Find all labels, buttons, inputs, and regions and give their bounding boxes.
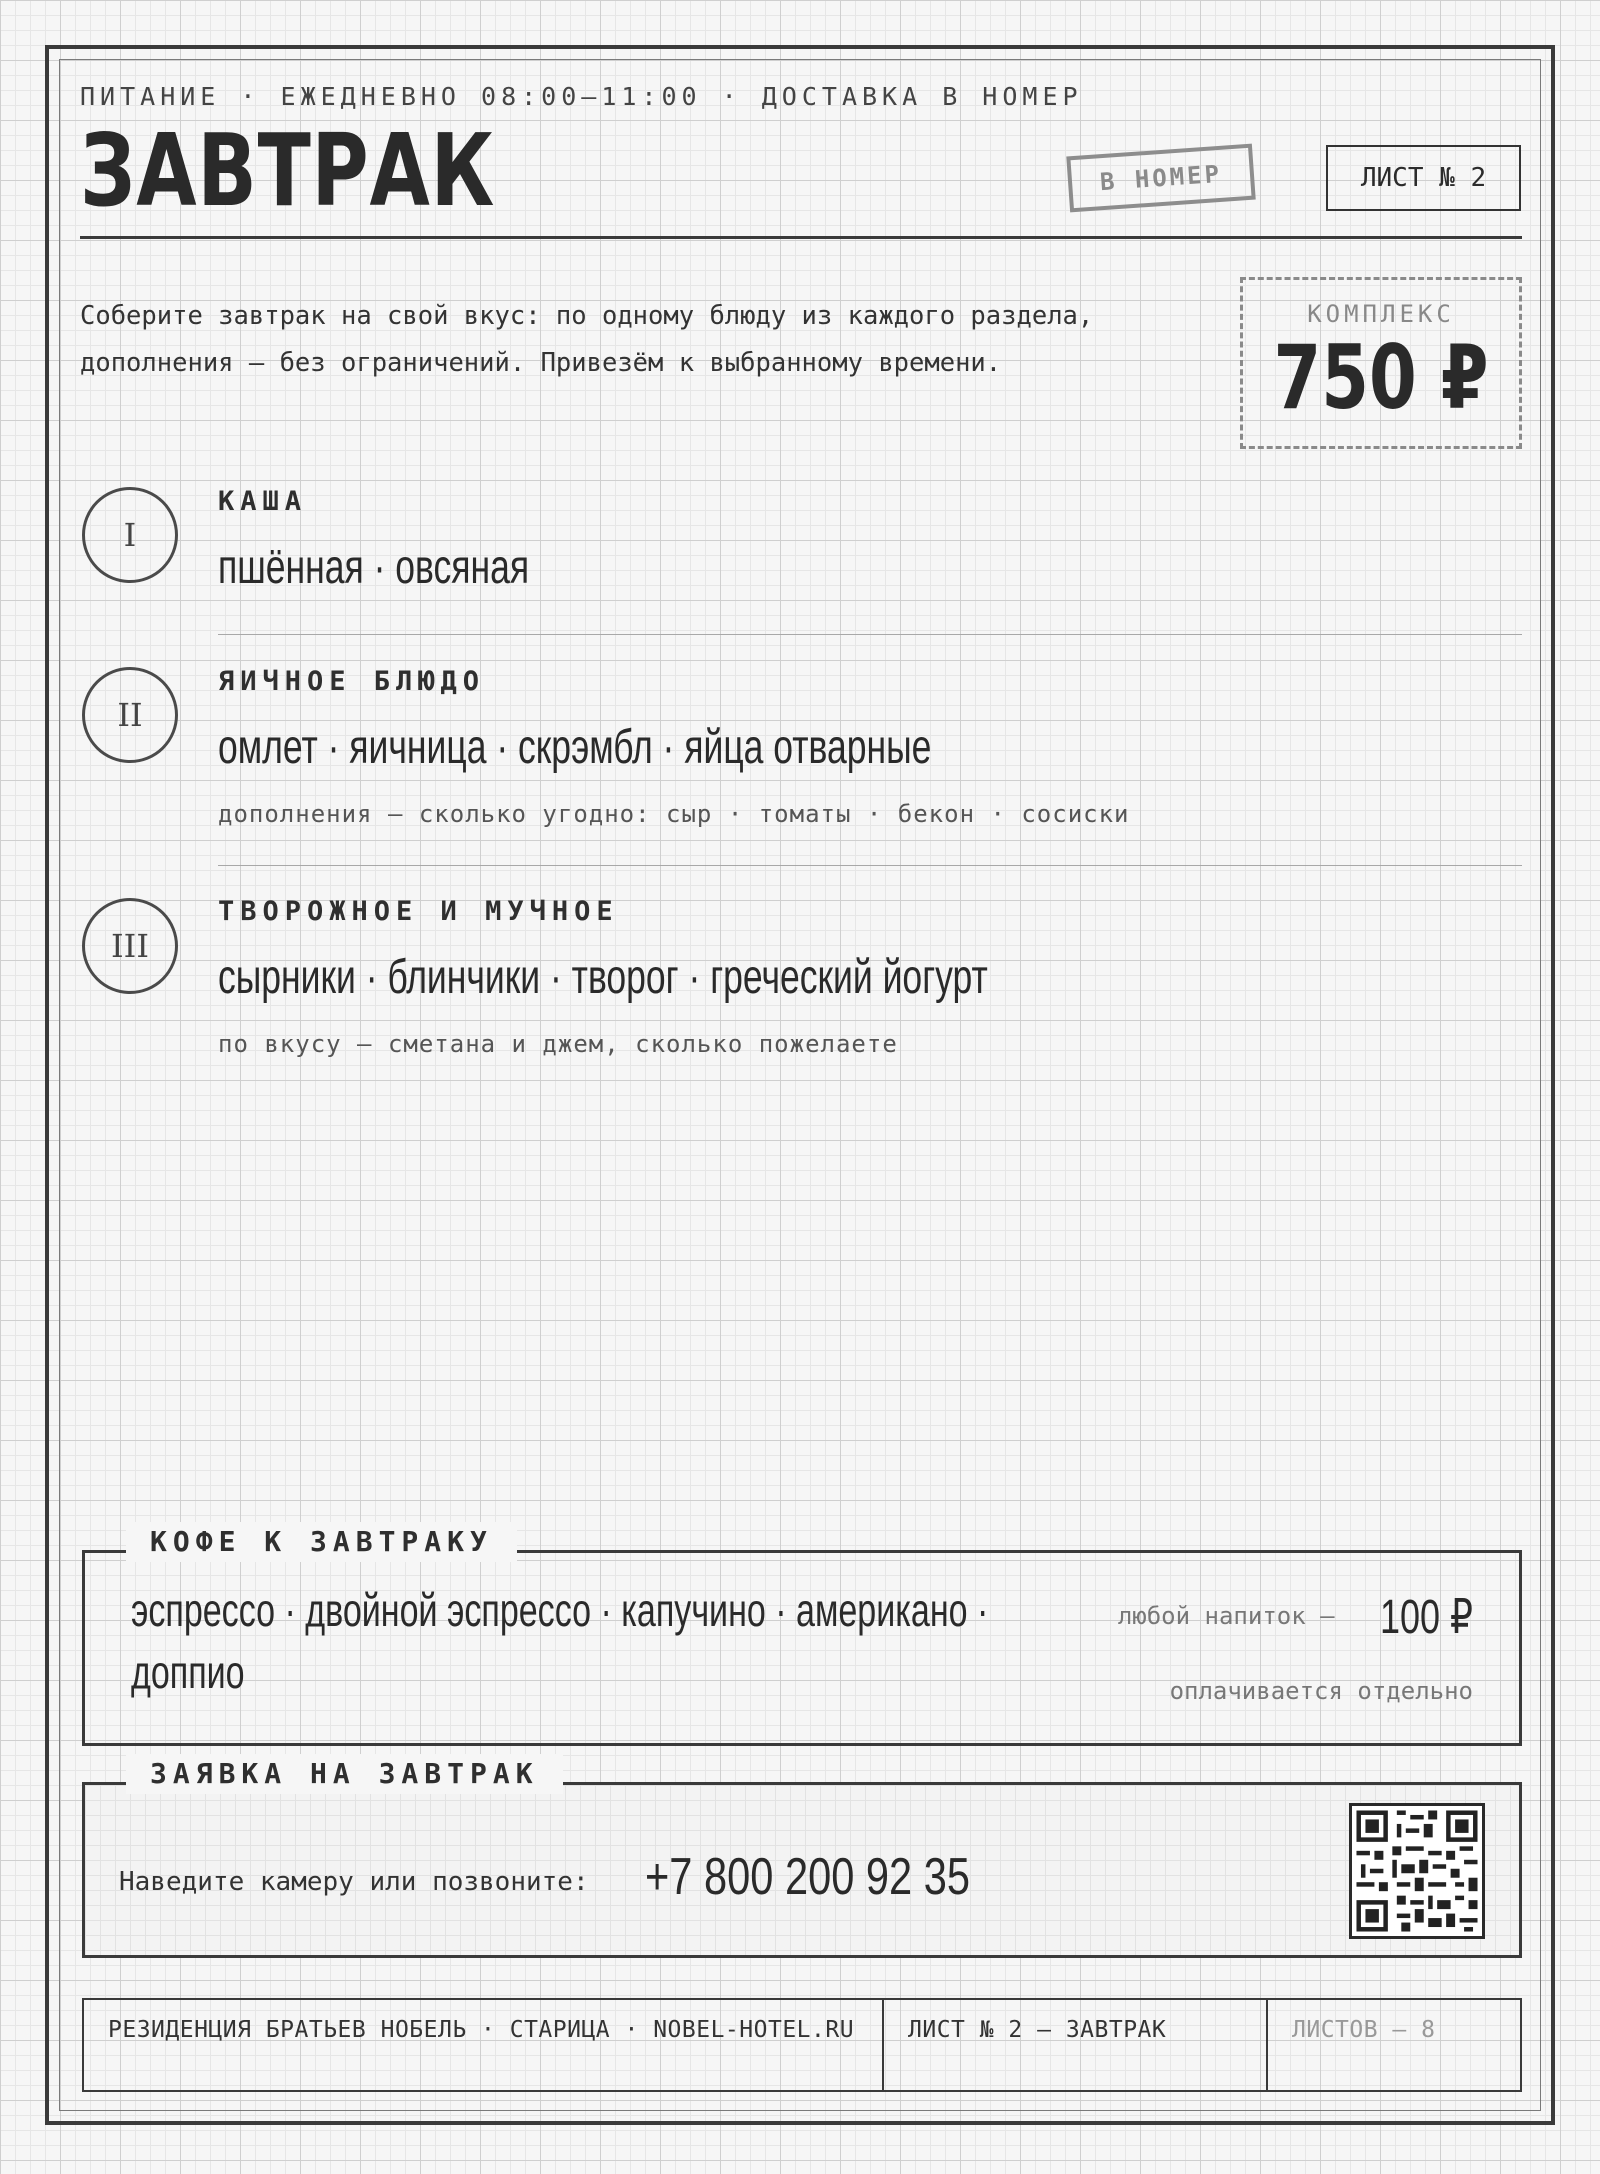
coffee-price-prefix: любой напиток — — [1117, 1602, 1335, 1630]
section-items-eggs: омлет · яичница · скрэмбл · яйца отварные — [218, 721, 932, 774]
section-label-porridge: КАША — [218, 486, 308, 517]
section-numeral-badge: II — [82, 667, 178, 763]
coffee-items-line2: доппио — [131, 1646, 245, 1698]
page-title: ЗАВТРАК — [80, 112, 496, 229]
qr-code-graphic — [1352, 1806, 1482, 1936]
section-label-eggs: ЯИЧНОЕ БЛЮДО — [218, 666, 486, 697]
section-numeral-badge: III — [82, 898, 178, 994]
section-items-curd-flour: сырники · блинчики · творог · греческий йогурт — [218, 951, 988, 1004]
sheet-number-box: ЛИСТ № 2 — [1326, 145, 1521, 211]
section-note-curd-flour: по вкусу — сметана и джем, сколько пожелаете — [218, 1030, 898, 1058]
coffee-items-line1: эспрессо · двойной эспрессо · капучино · американо · — [131, 1584, 989, 1636]
section-note-eggs: дополнения — сколько угодно: сыр · томаты · бекон · сосиски — [218, 800, 1130, 828]
order-instruction: Наведите камеру или позвоните: — [119, 1867, 589, 1897]
qr-code-icon[interactable] — [1349, 1803, 1485, 1939]
section-divider — [218, 634, 1522, 635]
coffee-price: 100 ₽ — [1380, 1591, 1473, 1644]
footer-page: ЛИСТ № 2 — ЗАВТРАК — [884, 2000, 1268, 2090]
combo-label: КОМПЛЕКС — [1307, 300, 1455, 328]
coffee-box-label: КОФЕ К ЗАВТРАКУ — [126, 1522, 517, 1562]
combo-price-box — [1240, 277, 1522, 449]
section-divider — [218, 865, 1522, 866]
footer-total-sheets: ЛИСТОВ — 8 — [1292, 2017, 1436, 2043]
header-kicker: ПИТАНИЕ · ЕЖЕДНЕВНО 08:00–11:00 · ДОСТАВКА В НОМЕР — [80, 82, 1083, 111]
footer-org: РЕЗИДЕНЦИЯ БРАТЬЕВ НОБЕЛЬ · СТАРИЦА · NOBEL-HOTEL.RU — [84, 2000, 884, 2090]
room-delivery-stamp: В НОМЕР — [1066, 144, 1255, 213]
footer-bar — [82, 1998, 1522, 2092]
section-numeral-badge: I — [82, 487, 178, 583]
combo-price: 750 ₽ — [1273, 326, 1489, 429]
coffee-price-note: оплачивается отдельно — [1169, 1677, 1473, 1705]
order-phone[interactable]: +7 800 200 92 35 — [645, 1848, 971, 1906]
section-label-curd-flour: ТВОРОЖНОЕ И МУЧНОЕ — [218, 896, 619, 927]
intro-text: Соберите завтрак на свой вкус: по одному блюду из каждого раздела, дополнения — без ограничений. Привезём к выбранному времени. — [80, 301, 1094, 378]
order-box-label: ЗАЯВКА НА ЗАВТРАК — [126, 1754, 563, 1794]
order-box — [82, 1782, 1522, 1958]
header-divider — [80, 236, 1522, 239]
coffee-price-line — [1118, 1589, 1473, 1645]
section-items-porridge: пшённая · овсяная — [218, 541, 530, 594]
coffee-box — [82, 1550, 1522, 1746]
